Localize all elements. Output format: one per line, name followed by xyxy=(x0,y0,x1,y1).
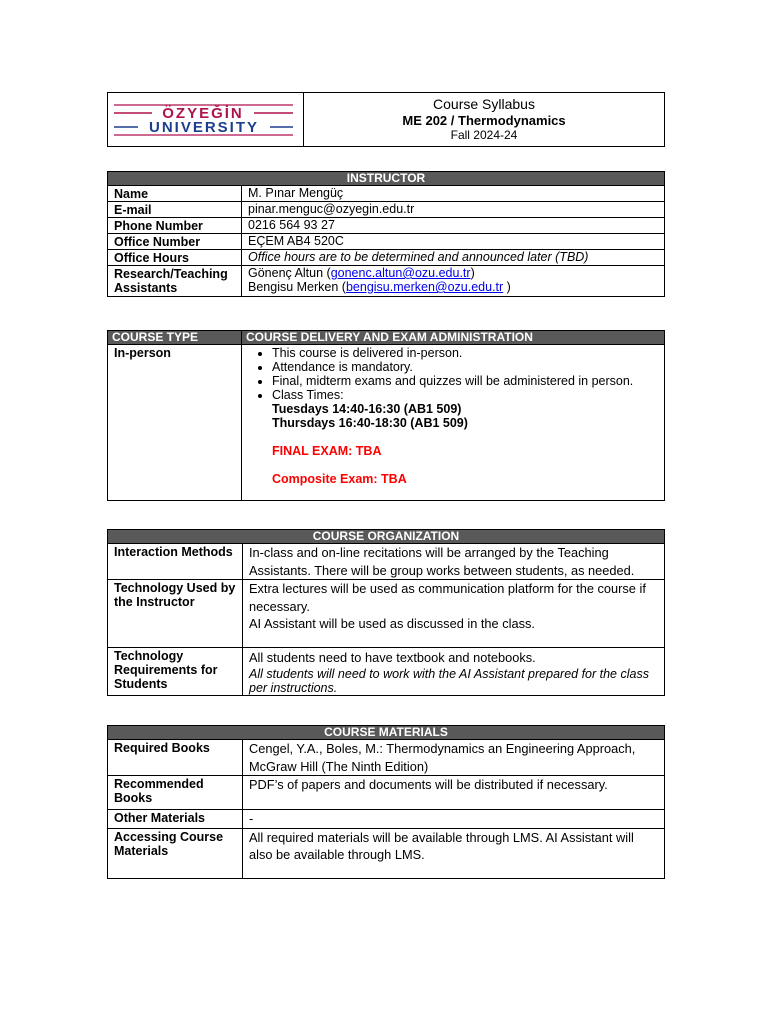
instructor-email: pinar.menguc@ozyegin.edu.tr xyxy=(242,202,665,218)
university-logo-graphic xyxy=(108,93,304,143)
assistant-2-email-link[interactable]: bengisu.merken@ozu.edu.tr xyxy=(345,280,504,294)
recommended-books-label: Recommended Books xyxy=(108,776,243,810)
syllabus-header-table xyxy=(107,92,665,147)
delivery-bullet: • Attendance is mandatory. xyxy=(272,360,658,374)
course-delivery-table xyxy=(107,330,665,501)
course-type-heading: COURSE TYPE xyxy=(108,331,242,345)
instructor-office: EÇEM AB4 520C xyxy=(242,234,665,250)
assistant-1-email-link[interactable]: gonenc.altun@ozu.edu.tr xyxy=(330,266,471,280)
course-materials-table xyxy=(107,725,665,879)
course-type-value: In-person xyxy=(108,345,242,501)
instructor-email-label: E-mail xyxy=(108,202,242,218)
technology-used-text-2: AI Assistant will be used as discussed in the class. xyxy=(249,616,535,631)
assistant-1 xyxy=(248,266,658,280)
technology-requirements-text-1: All students need to have textbook and notebooks. xyxy=(249,650,536,665)
header-title-cell xyxy=(304,93,665,147)
instructor-heading: INSTRUCTOR xyxy=(108,172,665,186)
final-exam-notice: FINAL EXAM: TBA xyxy=(272,444,382,458)
instructor-office-label: Office Number xyxy=(108,234,242,250)
technology-used-label: Technology Used by the Instructor xyxy=(108,580,243,648)
delivery-bullet: • Final, midterm exams and quizzes will be administered in person. xyxy=(272,374,658,388)
other-materials-value: - xyxy=(243,810,665,829)
technology-used-text-1: Extra lectures will be used as communication platform for the course if necessary. xyxy=(249,581,646,614)
course-delivery-heading: COURSE DELIVERY AND EXAM ADMINISTRATION xyxy=(242,331,665,345)
assistant-1-suffix: ) xyxy=(470,266,475,280)
recommended-books-value: PDF’s of papers and documents will be distributed if necessary. xyxy=(243,776,665,810)
university-logo xyxy=(108,93,304,147)
delivery-bullet: • This course is delivered in-person. xyxy=(272,346,658,360)
technology-requirements-value xyxy=(243,648,665,696)
technology-requirements-label: Technology Requirements for Students xyxy=(108,648,243,696)
other-materials-label: Other Materials xyxy=(108,810,243,829)
office-hours: Office hours are to be determined and announced later (TBD) xyxy=(242,250,665,266)
required-books-label: Required Books xyxy=(108,740,243,776)
interaction-methods-label: Interaction Methods xyxy=(108,544,243,580)
assistants-label: Research/Teaching Assistants xyxy=(108,266,242,297)
course-code-title: ME 202 / Thermodynamics xyxy=(402,113,566,128)
assistant-2-name: Bengisu Merken ( xyxy=(248,280,346,294)
composite-exam-notice: Composite Exam: TBA xyxy=(272,472,407,486)
materials-heading: COURSE MATERIALS xyxy=(108,726,665,740)
logo-line2: UNIVERSITY xyxy=(148,119,260,136)
logo-line1: ÖZYEĞİN xyxy=(162,105,244,122)
assistant-2 xyxy=(248,280,658,294)
class-time-thursday: Thursdays 16:40-18:30 (AB1 509) xyxy=(272,416,468,430)
technology-requirements-text-2: All students will need to work with the AI Assistant prepared for the class per instructions. xyxy=(249,666,649,695)
instructor-name: M. Pınar Mengüç xyxy=(242,186,665,202)
office-hours-label: Office Hours xyxy=(108,250,242,266)
assistant-1-name: Gönenç Altun ( xyxy=(248,266,331,280)
accessing-materials-value: All required materials will be available through LMS. AI Assistant will also be available through LMS. xyxy=(243,828,665,878)
instructor-table xyxy=(107,171,665,297)
course-delivery-details xyxy=(242,345,665,501)
organization-heading: COURSE ORGANIZATION xyxy=(108,530,665,544)
course-term: Fall 2024-24 xyxy=(450,128,518,142)
delivery-bullet: • Class Times: xyxy=(272,388,658,402)
accessing-materials-label: Accessing Course Materials xyxy=(108,828,243,878)
interaction-methods-value: In-class and on-line recitations will be arranged by the Teaching Assistants. There will be group works between students, as needed. xyxy=(243,544,665,580)
page-title: Course Syllabus xyxy=(433,96,535,112)
technology-used-value xyxy=(243,580,665,648)
assistants-list xyxy=(242,266,665,297)
course-organization-table xyxy=(107,529,665,696)
delivery-bullet-list xyxy=(248,346,658,402)
required-books-value: Cengel, Y.A., Boles, M.: Thermodynamics an Engineering Approach, McGraw Hill (The Ninth Edition) xyxy=(243,740,665,776)
instructor-phone: 0216 564 93 27 xyxy=(242,218,665,234)
class-time-tuesday: Tuesdays 14:40-16:30 (AB1 509) xyxy=(272,402,462,416)
instructor-phone-label: Phone Number xyxy=(108,218,242,234)
instructor-name-label: Name xyxy=(108,186,242,202)
assistant-2-suffix: ) xyxy=(503,280,511,294)
